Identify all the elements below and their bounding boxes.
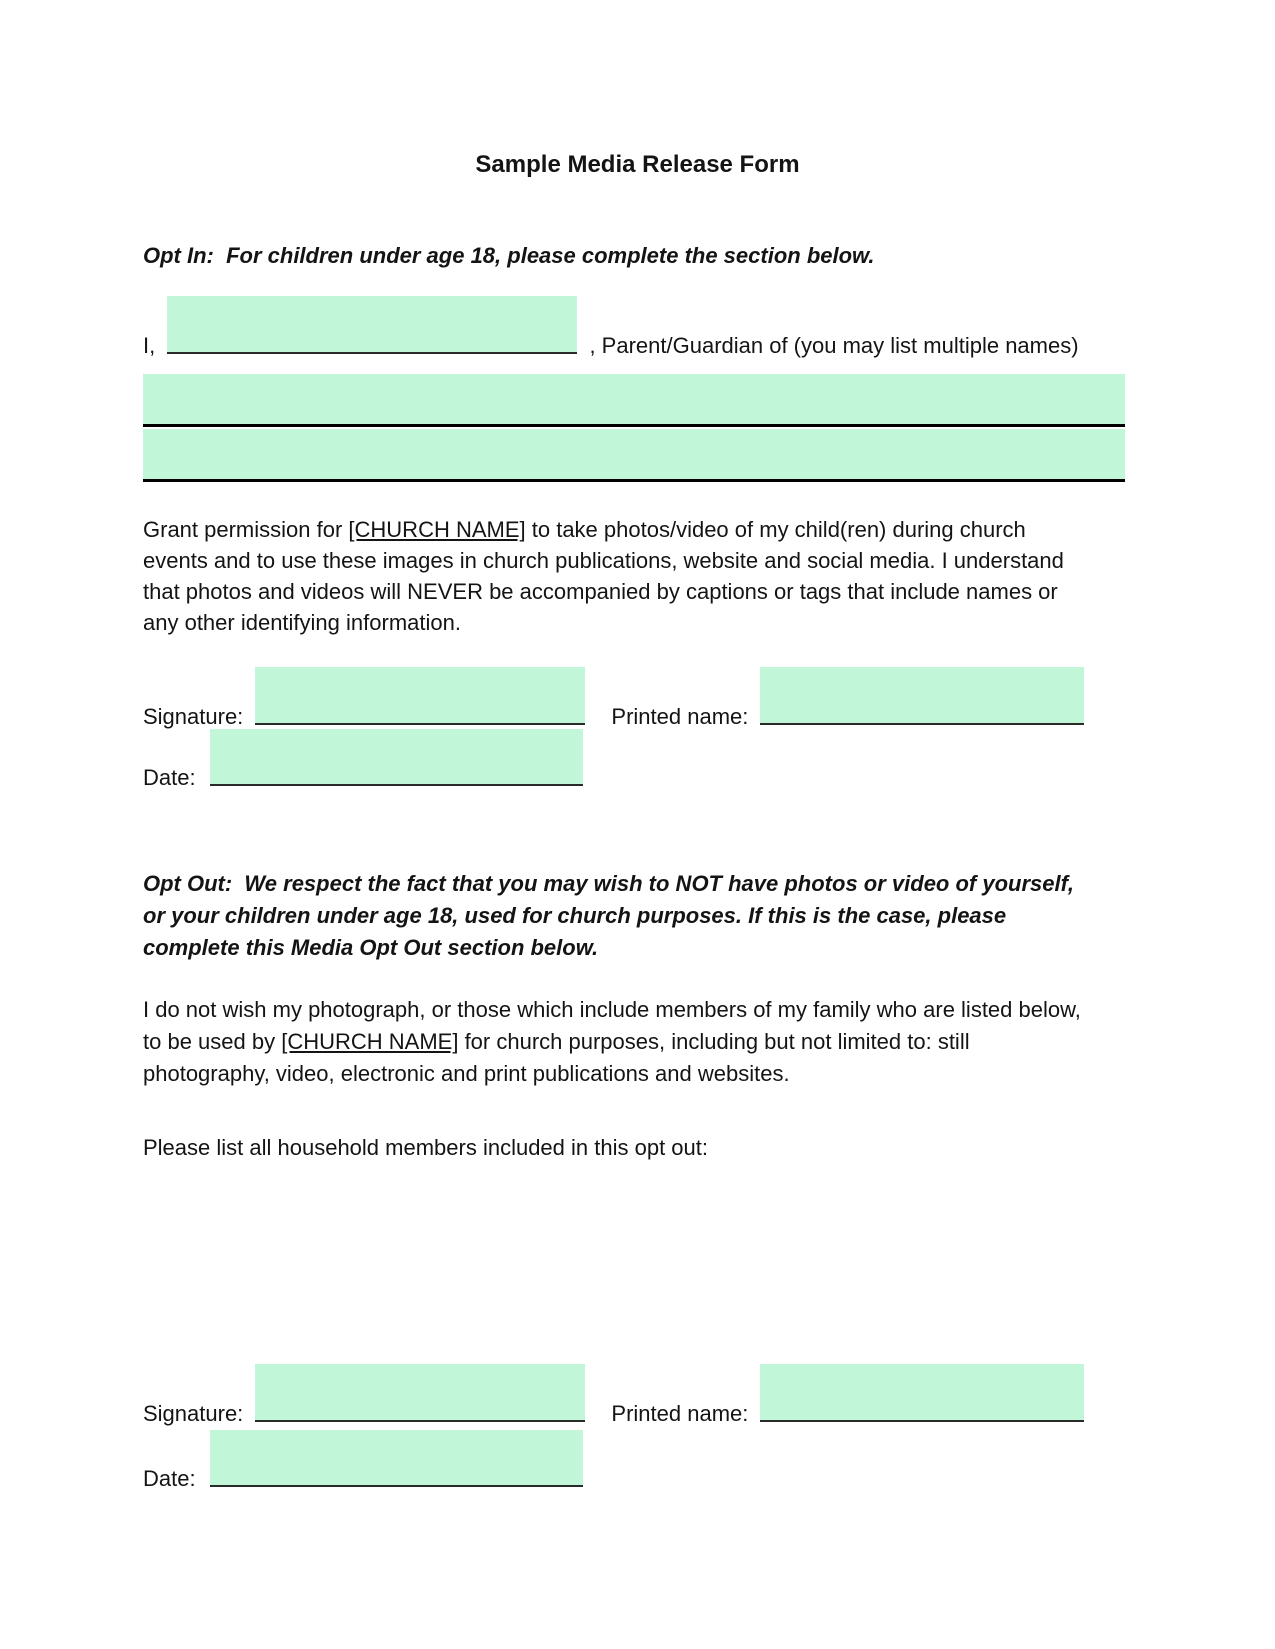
- opt-in-date-label: Date:: [143, 765, 202, 790]
- opt-in-date-row: [143, 729, 583, 790]
- opt-out-signature-field[interactable]: [255, 1364, 585, 1422]
- i-prefix-label: I,: [143, 333, 162, 358]
- household-list-prompt: Please list all household members included in this opt out:: [143, 1135, 708, 1160]
- opt-out-signature-label: Signature:: [143, 1401, 250, 1426]
- children-names-field-line-1[interactable]: [143, 374, 1125, 427]
- opt-in-signature-label: Signature:: [143, 704, 250, 729]
- grant-text-after: to take photos/video of my child(ren) during church events and to use these images in church publications, website and social media. I understand that photos and videos will NEVER be accompanied by captions or tags that include names or any other identifying information.: [143, 517, 1064, 635]
- opt-out-text-before: I do not wish my photograph, or those which include members of my family who are listed below, to be used by: [143, 997, 1081, 1054]
- children-names-field-line-2[interactable]: [143, 429, 1125, 482]
- opt-in-heading: Opt In: For children under age 18, please complete the section below.: [143, 243, 875, 268]
- opt-in-signature-row: [143, 667, 1084, 729]
- opt-in-date-field[interactable]: [210, 729, 583, 786]
- opt-out-printed-name-field[interactable]: [760, 1364, 1084, 1422]
- i-suffix-label: , Parent/Guardian of (you may list multiple names): [583, 333, 1079, 358]
- church-name-placeholder: [CHURCH NAME]: [348, 517, 526, 542]
- grant-text-before: Grant permission for: [143, 517, 349, 542]
- opt-out-text-after: for church purposes, including but not limited to: still photography, video, electronic and print publications and websites.: [143, 1029, 970, 1086]
- opt-out-heading: Opt Out: We respect the fact that you may wish to NOT have photos or video of yourself, or your children under age 18, used for church purposes. If this is the case, please complete this Media Opt Out section below.: [143, 871, 1081, 960]
- opt-in-signature-field[interactable]: [255, 667, 585, 725]
- parent-guardian-line: [143, 296, 1079, 358]
- document-title: Sample Media Release Form: [475, 151, 800, 178]
- church-name-placeholder: [CHURCH NAME]: [281, 1029, 459, 1054]
- parent-guardian-name-field[interactable]: [167, 296, 577, 354]
- grant-permission-paragraph: [143, 514, 1088, 638]
- opt-out-printed-name-label: Printed name:: [611, 1401, 755, 1426]
- opt-in-printed-name-label: Printed name:: [611, 704, 755, 729]
- opt-out-date-row: [143, 1429, 583, 1491]
- opt-out-signature-row: [143, 1364, 1084, 1426]
- opt-out-paragraph: [143, 994, 1088, 1090]
- opt-out-date-label: Date:: [143, 1466, 202, 1491]
- opt-out-date-field[interactable]: [210, 1430, 583, 1487]
- opt-in-printed-name-field[interactable]: [760, 667, 1084, 725]
